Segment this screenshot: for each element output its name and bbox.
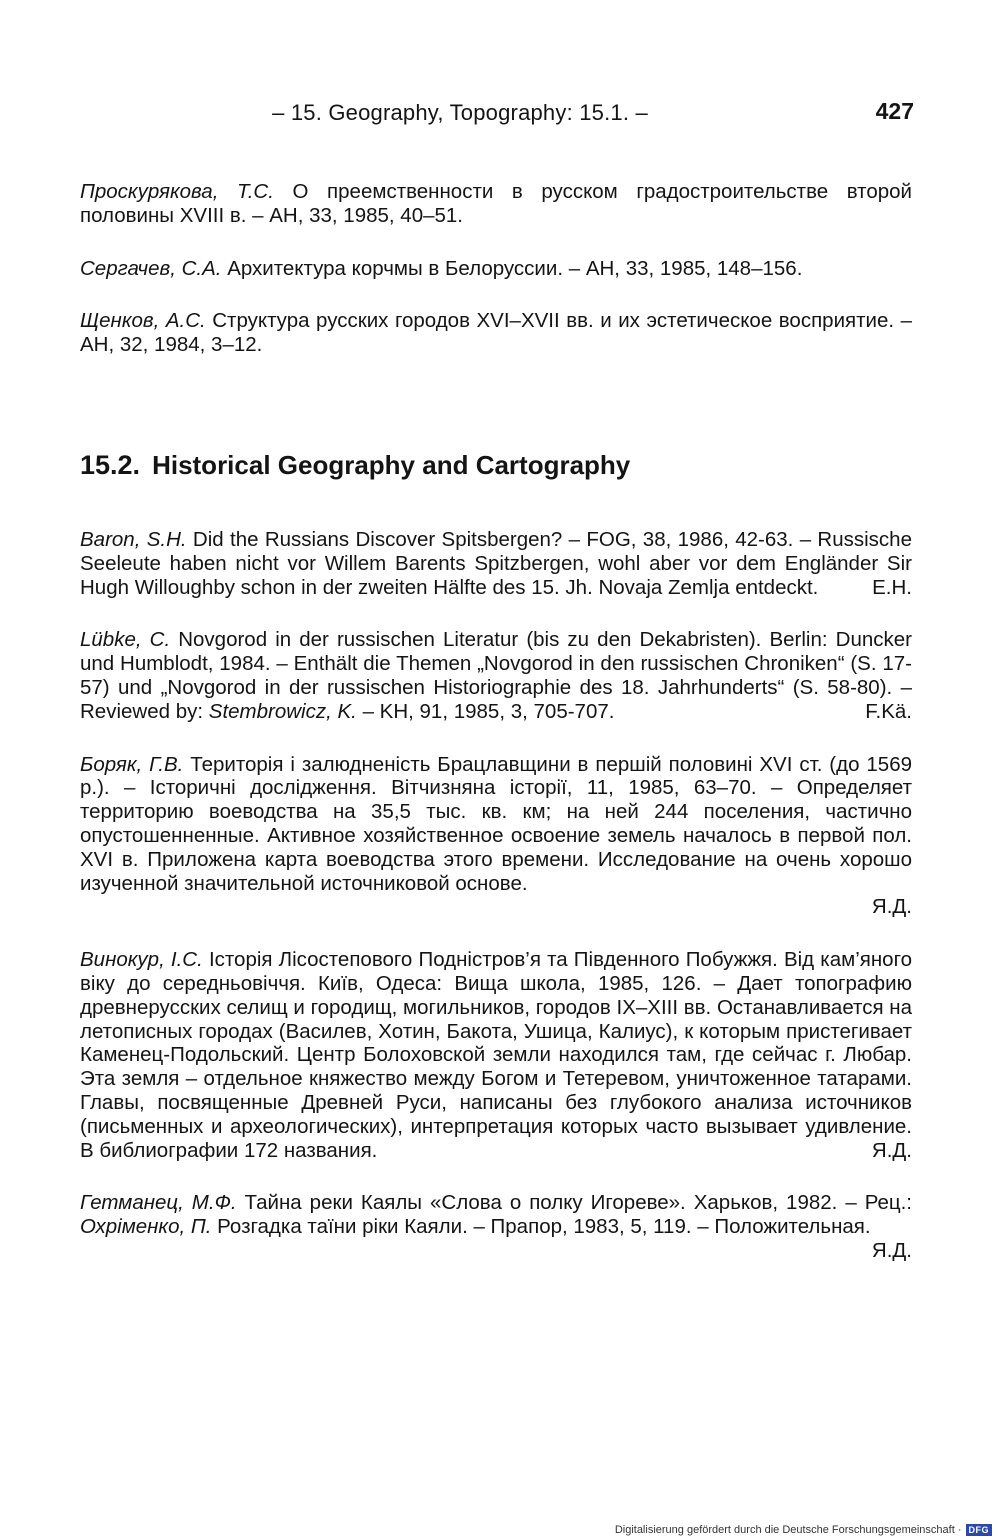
bibliography-entry [80, 309, 912, 357]
entry-author: Сергачев, С.А. [80, 256, 222, 280]
section-title: Historical Geography and Cartography [152, 450, 631, 480]
dfg-logo: DFG [966, 1524, 993, 1536]
review-author: Stembrowicz, K. [208, 699, 357, 723]
bibliography-entry [80, 1191, 912, 1262]
review-author: Охріменко, П. [80, 1215, 212, 1239]
reviewer-initials: Я.Д. [871, 1138, 912, 1162]
digitization-footer [615, 1524, 992, 1536]
section-header-block [80, 450, 912, 481]
entries-top [80, 180, 912, 386]
section-heading [80, 450, 912, 481]
reviewer-initials: E.H. [872, 575, 912, 599]
bibliography-entry [80, 180, 912, 228]
entry-text: О преемственности в русском градостроительстве второй половины XVIII в. – АН, 33, 1985, 40–51. [80, 180, 912, 227]
entry-author: Боряк, Г.В. [80, 752, 184, 776]
entry-text-after: – KH, 91, 1985, 3, 705-707. [356, 699, 615, 723]
reviewer-initials: F.Kä. [865, 699, 912, 723]
entry-text: Структура русских городов XVI–XVII вв. и их эстетическое восприятие. – АН, 32, 1984, 3–12. [80, 309, 912, 357]
entry-author: Проскурякова, Т.С. [80, 180, 274, 203]
bibliography-entry [80, 628, 912, 723]
entry-text: Novgorod in der russischen Literatur (bis zu den Dekabristen). Berlin: Duncker und Humblodt, 1984. – Enthält die Themen „Novgorod in den russischen Chroniken“ (S. 17-57) und „Novgorod in der russischen Historiographie des 18. Jahrhunderts“ (S. 58-80). – Reviewed by: [80, 628, 912, 723]
entry-author: Гетманец, М.Ф. [80, 1191, 237, 1215]
bibliography-entry [80, 257, 912, 281]
reviewer-initials: Я.Д. [871, 895, 912, 919]
bibliography-entry [80, 528, 912, 599]
section-number: 15.2. [80, 450, 141, 480]
footer-credit: Digitalisierung gefördert durch die Deutsche Forschungsgemeinschaft · [614, 1524, 962, 1536]
entry-text: Тайна реки Каялы «Слова о полку Игореве». Харьков, 1982. – Рец.: [236, 1191, 912, 1215]
bibliography-entry [80, 948, 912, 1162]
entry-author: Винокур, І.С. [80, 948, 203, 972]
entry-text: Історія Лісостепового Подністров’я та Південного Побужжя. Від кам’яного віку до середньовіччя. Київ, Одеса: Вища школа, 1985, 126. – Дает топографию древнерусских селищ и городищ, могильников, городов IX–XIII вв. Останавливается на летописных городах (Василев, Хотин, Бакота, Ушица, Калиус), к которым пристегивает Каменец-Подольский. Центр Болоховской земли находился там, где сейчас г. Любар. Эта земля – отдельное княжество между Богом и Тетеревом, уничтоженное татарами. Главы, посвященные Древней Руси, написаны без глубокого анализа источников (письменных и археологических), интерпретация которых часто вызывает удивление. В библиографии 172 названия. [80, 948, 912, 1162]
entry-author: Lübke, C. [80, 628, 171, 652]
page-number: 427 [875, 98, 914, 124]
entry-text: Територія і залюдненість Брацлавщини в першій половині XVI ст. (до 1569 р.). – Історичні дослідження. Вітчизняна історії, 11, 1985, 63–70. – Определяет территорию воеводства на 35,5 тыс. кв. км; на ней 244 поселения, частично опустошенненные. Активное хозяйственное освоение земель началось в первой пол. XVI в. Приложена карта воеводства этого времени. Исследование на очень хорошо изученной значительной источниковой основе. [80, 752, 912, 895]
entry-text-after: Розгадка таїни ріки Каяли. – Прапор, 1983, 5, 119. – Положительная. [211, 1215, 871, 1239]
entry-text: Архитектура корчмы в Белоруссии. – АН, 33, 1985, 148–156. [221, 256, 803, 280]
running-header: – 15. Geography, Topography: 15.1. – [272, 100, 648, 125]
entry-author: Baron, S.H. [80, 528, 187, 551]
reviewer-initials: Я.Д. [871, 1238, 912, 1262]
bibliography-entry [80, 753, 912, 920]
entries-section [80, 528, 912, 1268]
entry-text: Did the Russians Discover Spitsbergen? – FOG, 38, 1986, 42-63. – Russische Seeleute haben nicht vor Willem Barents Spitzbergen, wohl aber vor dem Engländer Sir Hugh Willoughby schon in der zweiten Hälfte des 15. Jh. Novaja Zemlja entdeckt. [80, 528, 912, 599]
entry-author: Щенков, А.С. [80, 309, 206, 333]
